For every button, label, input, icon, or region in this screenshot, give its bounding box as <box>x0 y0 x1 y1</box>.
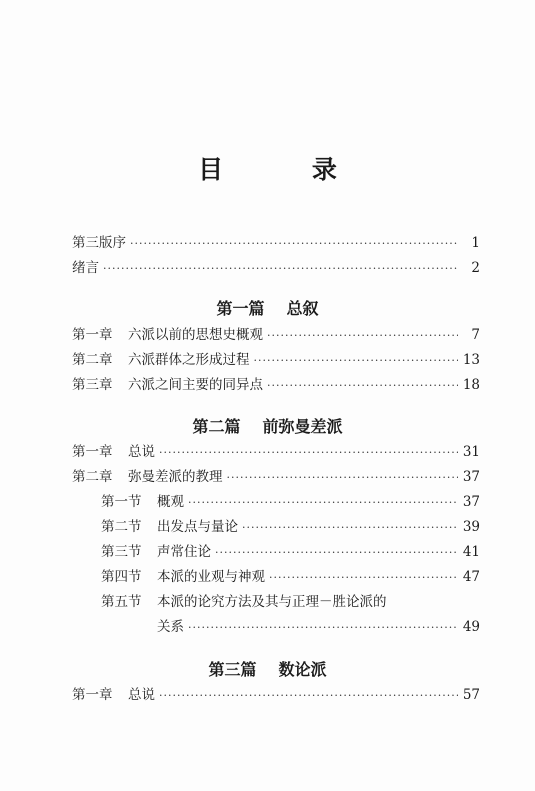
toc-page-number: 7 <box>471 327 480 343</box>
toc-leader <box>267 377 458 395</box>
toc-entry[interactable] <box>72 375 480 395</box>
toc-leader <box>227 469 459 487</box>
toc-page-number: 37 <box>462 469 480 485</box>
toc-chapter-number: 第一章 <box>72 444 113 460</box>
toc-entry[interactable] <box>72 685 480 705</box>
toc-entry-name: 六派之间主要的同异点 <box>128 377 263 393</box>
toc-entry-name: 出发点与量论 <box>157 519 238 535</box>
part-label: 第一篇 <box>216 299 265 318</box>
part-heading-2 <box>0 414 535 437</box>
toc-page-number: 37 <box>462 494 480 510</box>
toc-leader <box>215 544 458 562</box>
toc-chapter-number: 第三章 <box>72 377 113 393</box>
toc-page-number: 31 <box>462 444 480 460</box>
toc-entry-name: 本派的论究方法及其与正理－胜论派的 <box>157 594 387 610</box>
toc-leader <box>159 687 458 705</box>
toc-subentry[interactable] <box>101 517 480 537</box>
toc-leader <box>188 619 458 637</box>
toc-chapter-number: 第二章 <box>72 352 113 368</box>
toc-leader <box>159 444 458 462</box>
toc-subentry[interactable] <box>101 542 480 562</box>
toc-leader <box>267 327 458 345</box>
toc-section-number: 第二节 <box>101 519 142 535</box>
part-label: 第二篇 <box>192 417 241 436</box>
toc-chapter-number: 第二章 <box>72 469 113 485</box>
toc-chapter-number: 第一章 <box>72 687 113 703</box>
toc-section-number: 第四节 <box>101 569 142 585</box>
toc-page-number: 41 <box>462 544 480 560</box>
toc-entry-name: 绪言 <box>72 260 99 276</box>
toc-leader <box>242 519 458 537</box>
toc-page-number: 1 <box>471 235 480 251</box>
toc-entry-name: 六派以前的思想史概观 <box>128 327 263 343</box>
toc-entry[interactable] <box>72 467 480 487</box>
toc-page-number: 39 <box>462 519 480 535</box>
toc-page-number: 47 <box>462 569 480 585</box>
part-heading-1 <box>0 296 535 319</box>
toc-entry-name: 关系 <box>157 619 184 635</box>
toc-section-number: 第三节 <box>101 544 142 560</box>
page-title: 目 录 <box>198 155 377 184</box>
toc-page-number: 13 <box>462 352 480 368</box>
toc-subentry-continuation[interactable] <box>157 617 480 637</box>
part-heading-3 <box>0 657 535 680</box>
toc-leader <box>130 235 458 253</box>
toc-entry-introduction[interactable] <box>72 258 480 278</box>
toc-leader <box>254 352 459 370</box>
toc-page-number: 18 <box>462 377 480 393</box>
toc-subentry[interactable] <box>101 592 480 612</box>
toc-page-number: 2 <box>471 260 480 276</box>
toc-entry-name: 弥曼差派的教理 <box>128 469 223 485</box>
toc-subentry[interactable] <box>101 492 480 512</box>
part-name: 前弥曼差派 <box>262 417 343 436</box>
part-name: 总叙 <box>286 299 319 318</box>
toc-entry-name: 第三版序 <box>72 235 126 251</box>
part-label: 第三篇 <box>208 660 257 679</box>
toc-entry-name: 总说 <box>128 444 155 460</box>
toc-chapter-number: 第一章 <box>72 327 113 343</box>
toc-entry[interactable] <box>72 442 480 462</box>
toc-entry-name: 总说 <box>128 687 155 703</box>
toc-page-number: 57 <box>462 687 480 703</box>
toc-entry-preface[interactable] <box>72 233 480 253</box>
toc-entry[interactable] <box>72 350 480 370</box>
toc-leader <box>269 569 458 587</box>
toc-entry-name: 六派群体之形成过程 <box>128 352 250 368</box>
toc-page-number: 49 <box>462 619 480 635</box>
toc-entry-name: 概观 <box>157 494 184 510</box>
toc-entry-name: 本派的业观与神观 <box>157 569 265 585</box>
toc-section-number: 第五节 <box>101 594 142 610</box>
toc-leader <box>103 260 458 278</box>
toc-leader <box>188 494 458 512</box>
toc-section-number: 第一节 <box>101 494 142 510</box>
part-name: 数论派 <box>278 660 327 679</box>
toc-entry-name: 声常住论 <box>157 544 211 560</box>
toc-subentry[interactable] <box>101 567 480 587</box>
toc-entry[interactable] <box>72 325 480 345</box>
